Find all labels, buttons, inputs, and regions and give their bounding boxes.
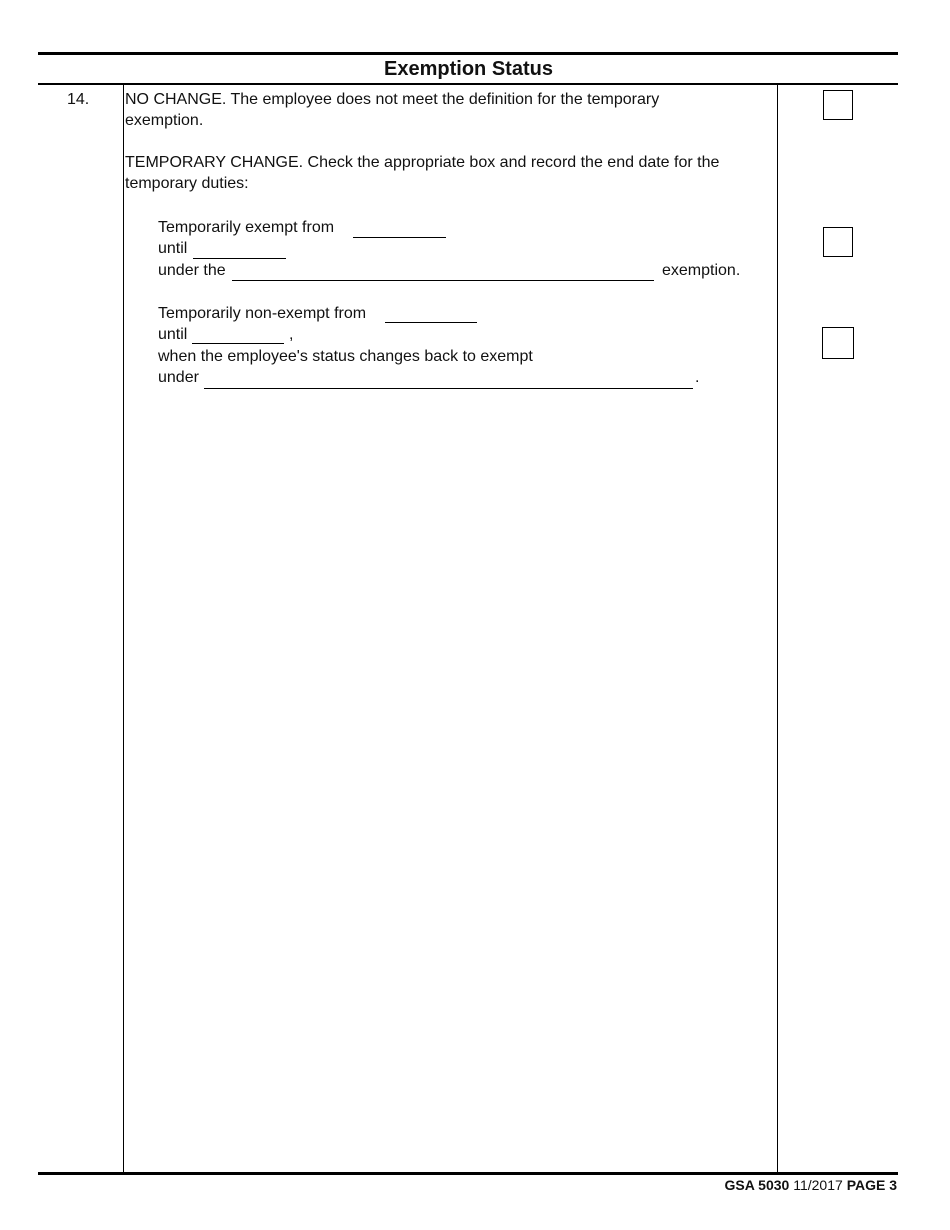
temporary-change-text-line2: temporary duties: [125, 175, 249, 192]
exempt-from-date-field[interactable] [353, 237, 446, 238]
form-id: GSA 5030 [724, 1177, 790, 1193]
form-revision: 11/2017 [793, 1177, 843, 1193]
nonexempt-type-field[interactable] [204, 388, 693, 389]
no-change-text-line1: NO CHANGE. The employee does not meet the definition for the temporary [125, 91, 660, 108]
no-change-checkbox[interactable] [823, 90, 853, 120]
nonexempt-period: . [695, 369, 700, 386]
page-number: PAGE 3 [846, 1177, 897, 1193]
item-number: 14. [67, 91, 90, 108]
exempt-suffix: exemption. [662, 262, 741, 279]
temporary-change-text-line1: TEMPORARY CHANGE. Check the appropriate box and record the end date for the [125, 154, 720, 171]
exempt-type-field[interactable] [232, 280, 654, 281]
nonexempt-until-comma: , [289, 326, 294, 343]
header-bottom-rule [38, 83, 898, 85]
nonexempt-until-date-field[interactable] [192, 343, 284, 344]
no-change-text-line2: exemption. [125, 112, 204, 129]
nonexempt-status-line: when the employee's status changes back to exempt [158, 348, 533, 365]
temporarily-nonexempt-checkbox[interactable] [822, 327, 854, 359]
nonexempt-under-label: under [158, 369, 199, 386]
column-divider-right [777, 85, 778, 1174]
nonexempt-from-label: Temporarily non-exempt from [158, 305, 367, 322]
exempt-until-date-field[interactable] [193, 258, 286, 259]
section-title: Exemption Status [384, 58, 553, 80]
exempt-until-label: until [158, 240, 188, 257]
temporarily-exempt-checkbox[interactable] [823, 227, 853, 257]
exempt-under-label: under the [158, 262, 226, 279]
nonexempt-from-date-field[interactable] [385, 322, 477, 323]
exempt-from-label: Temporarily exempt from [158, 219, 335, 236]
nonexempt-until-label: until [158, 326, 188, 343]
column-divider-left [123, 85, 124, 1174]
form-footer [724, 1176, 897, 1194]
bottom-rule [38, 1172, 898, 1175]
